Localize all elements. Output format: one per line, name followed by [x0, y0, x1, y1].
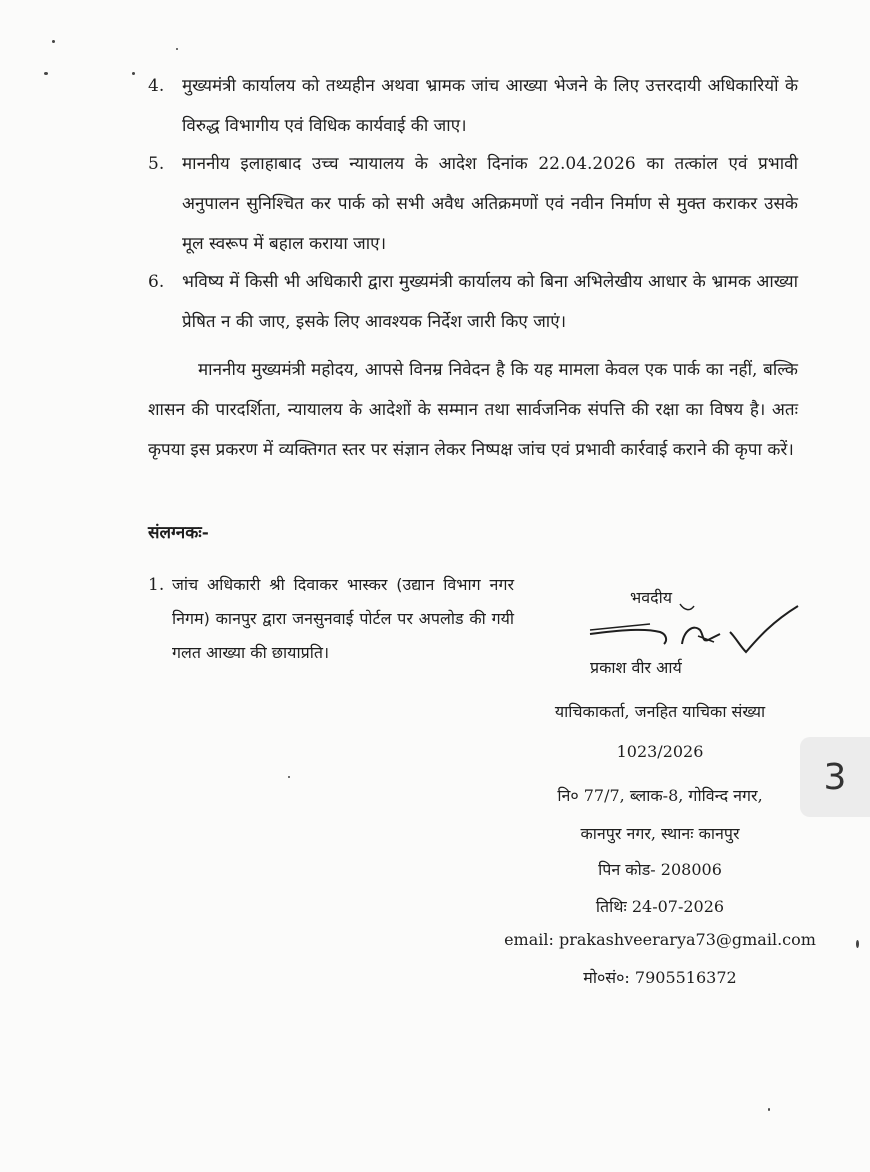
demand-item-4: [148, 66, 798, 146]
item-number: 6.: [148, 272, 165, 292]
letter-date: तिथिः 24-07-2026: [595, 897, 725, 916]
closing-text: भवदीय: [630, 588, 673, 607]
demand-item-6: [148, 262, 798, 342]
attachment-number: 1.: [148, 575, 165, 595]
item-number: 4.: [148, 76, 165, 96]
handwritten-signature: [580, 600, 810, 660]
scan-speck: [856, 940, 859, 948]
signatory-name: प्रकाश वीर आर्य: [590, 658, 682, 677]
demand-item-5: [148, 144, 798, 264]
appeal-paragraph: माननीय मुख्यमंत्री महोदय, आपसे विनम्र निवेदन है कि यह मामला केवल एक पार्क का नहीं, बल्कि शासन की पारदर्शिता, न्यायालय के आदेशों के सम्मान तथा सार्वजनिक संपत्ति की रक्षा का विषय है। अतः कृपया इस प्रकरण में व्यक्तिगत स्तर पर संज्ञान लेकर निष्पक्ष जांच एवं प्रभावी कार्रवाई कराने की कृपा करें।: [148, 360, 798, 460]
scan-speck: [44, 72, 48, 75]
scan-speck: [768, 1108, 770, 1111]
attachment-text: जांच अधिकारी श्री दिवाकर भास्कर (उद्यान विभाग नगर निगम) कानपुर द्वारा जनसुनवाई पोर्टल पर अपलोड की गयी गलत आख्या की छायाप्रति।: [172, 575, 514, 662]
scan-speck: [176, 48, 178, 50]
page-number-badge: [800, 737, 870, 817]
petition-number: 1023/2026: [616, 742, 704, 761]
attachment-item: [148, 568, 514, 670]
scan-speck: [288, 776, 290, 778]
petitioner-role: याचिकाकर्ता, जनहित याचिका संख्या: [554, 702, 766, 721]
item-text: मुख्यमंत्री कार्यालय को तथ्यहीन अथवा भ्रामक जांच आख्या भेजने के लिए उत्तरदायी अधिकारियों के विरुद्ध विभागीय एवं विधिक कार्यवाई की जाए।: [182, 76, 798, 136]
page-number: 3: [823, 756, 847, 798]
address-line-2: कानपुर नगर, स्थानः कानपुर: [580, 824, 740, 843]
address-line-1: नि० 77/7, ब्लाक-8, गोविन्द नगर,: [557, 786, 763, 805]
item-text: माननीय इलाहाबाद उच्च न्यायालय के आदेश दिनांक 22.04.2026 का तत्कांल एवं प्रभावी अनुपालन सुनिश्चित कर पार्क को सभी अवैध अतिक्रमणों एवं नवीन निर्माण से मुक्त कराकर उसके मूल स्वरूप में बहाल कराया जाए।: [182, 154, 798, 254]
scan-speck: [52, 40, 55, 43]
contact-mobile: मो०सं०: 7905516372: [583, 968, 737, 987]
item-text: भविष्य में किसी भी अधिकारी द्वारा मुख्यमंत्री कार्यालय को बिना अभिलेखीय आधार के भ्रामक आख्या प्रेषित न की जाए, इसके लिए आवश्यक निर्देश जारी किए जाएं।: [182, 272, 798, 332]
item-number: 5.: [148, 154, 165, 174]
pin-code: पिन कोड- 208006: [598, 860, 722, 879]
contact-email: email: prakashveerarya73@gmail.com: [504, 930, 816, 949]
scan-speck: [132, 72, 135, 75]
attachments-heading: संलग्नकः-: [148, 523, 209, 543]
